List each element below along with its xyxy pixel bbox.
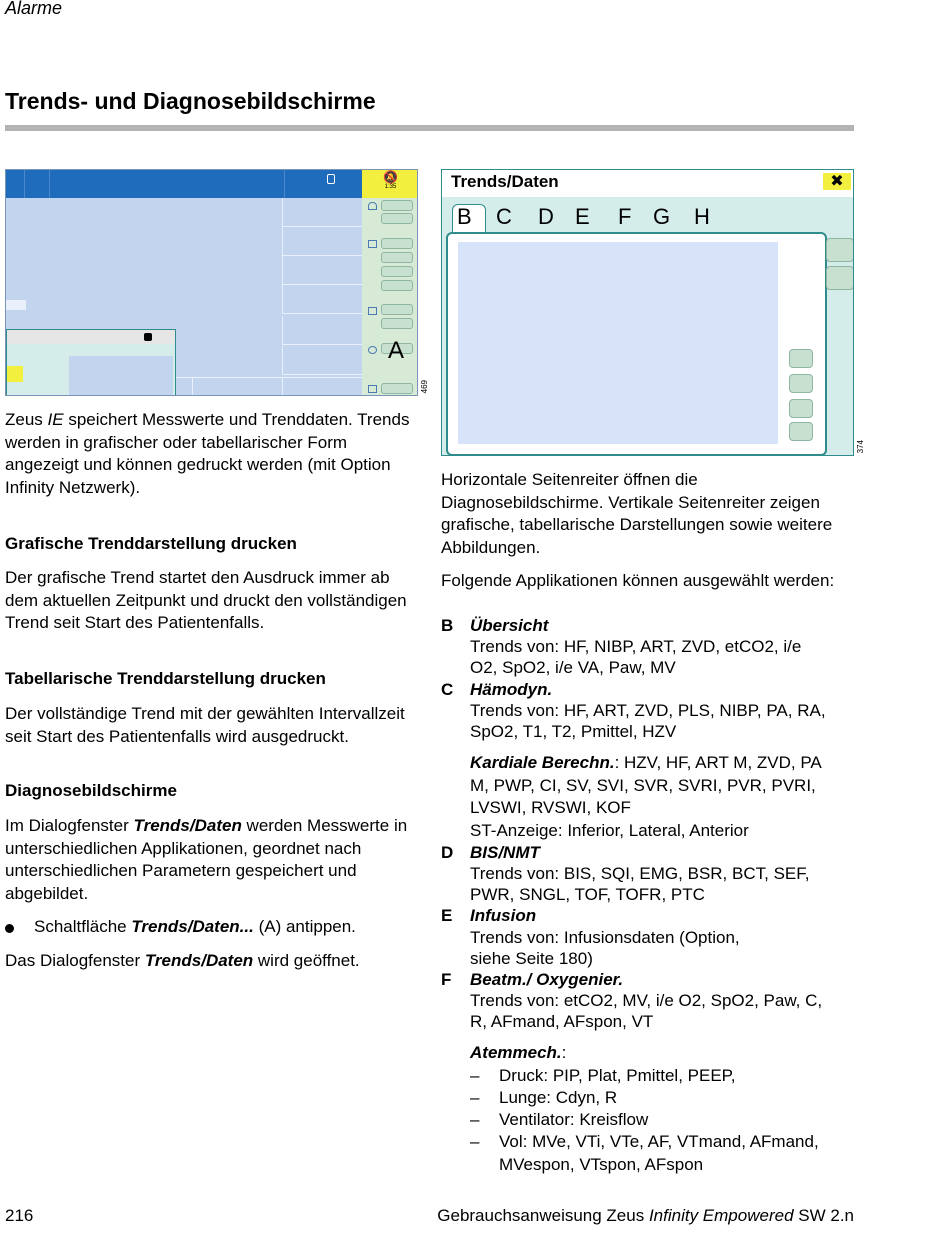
header-bar xyxy=(6,170,362,198)
ui-term: Trends/Daten... xyxy=(131,917,254,936)
side-menu-button xyxy=(381,280,413,291)
text: Gebrauchsanweisung Zeus xyxy=(437,1206,649,1225)
app-line: Trends von: Infusionsdaten (Option, xyxy=(470,928,740,947)
title-rule xyxy=(5,125,854,131)
dialog-title: Trends/Daten xyxy=(451,172,559,191)
app-line: SpO2, T1, T2, Pmittel, HZV xyxy=(470,722,677,741)
app-name-bis-nmt: BIS/NMT xyxy=(470,843,540,862)
app-line: Trends von: HF, ART, ZVD, PLS, NIBP, PA, RA, xyxy=(470,701,826,720)
app-line: R, AFmand, AFspon, VT xyxy=(470,1012,654,1031)
page-title: Trends- und Diagnosebildschirme xyxy=(5,88,376,114)
callout-label-a: A xyxy=(388,337,405,364)
trends-data-button xyxy=(381,304,413,315)
panel-button xyxy=(789,349,813,368)
popup-window xyxy=(6,329,176,396)
tab-c: C xyxy=(496,204,512,229)
screen-figure-main xyxy=(5,169,418,396)
parameter-grid xyxy=(282,198,362,396)
subgroup-name: Kardiale Berechn. xyxy=(470,753,615,772)
text: (A) antippen. xyxy=(253,917,356,936)
parameter-row xyxy=(282,256,362,285)
app-line: Trends von: HF, NIBP, ART, ZVD, etCO2, i/e xyxy=(470,637,802,656)
paragraph-diagnose xyxy=(5,815,417,905)
app-line: LVSWI, RVSWI, KOF xyxy=(470,798,631,817)
side-menu-button xyxy=(381,318,413,329)
app-letter-c: C xyxy=(441,680,454,699)
figure-number: 374 xyxy=(856,440,865,454)
atemmech-item-continued: MVespon, VTspon, AFspon xyxy=(499,1155,704,1174)
ui-term: Trends/Daten xyxy=(133,816,242,835)
app-line: Trends von: BIS, SQI, EMG, BSR, BCT, SEF, xyxy=(470,864,810,883)
close-icon: ✖ xyxy=(823,173,851,190)
app-name-uebersicht: Übersicht xyxy=(470,616,549,635)
heading-grafisch: Grafische Trenddarstellung drucken xyxy=(5,534,297,553)
text: wird geöffnet. xyxy=(253,951,360,970)
parameter-row xyxy=(282,227,362,256)
ui-term: Trends/Daten xyxy=(144,951,254,970)
vertical-tab-button xyxy=(826,266,854,290)
dash-icon: – xyxy=(470,1088,480,1107)
text: Im Dialogfenster xyxy=(5,816,134,835)
app-letter-d: D xyxy=(441,843,454,862)
atemmech-heading xyxy=(470,1042,566,1065)
page-number: 216 xyxy=(5,1206,34,1225)
bell-muted-icon: 🔕 xyxy=(383,170,398,184)
trend-graph-area xyxy=(458,242,778,444)
atemmech-item: Lunge: Cdyn, R xyxy=(499,1088,618,1107)
text: : HZV, HF, ART M, ZVD, PA xyxy=(614,753,822,772)
header-bar-segment xyxy=(24,170,50,198)
dash-icon: – xyxy=(470,1132,480,1151)
intro-text: speichert Messwerte und Trenddaten. Trends werden in grafischer oder tabellarischer Form angezeigt und können gedruckt werden (mit Option Infinity Netzwerk). xyxy=(5,410,410,497)
app-letter-b: B xyxy=(441,616,454,635)
side-menu-button xyxy=(381,200,413,211)
app-line: O2, SpO2, i/e VA, Paw, MV xyxy=(470,658,676,677)
app-line: M, PWP, CI, SV, SVI, SVR, SVRI, PVR, PVRI, xyxy=(470,776,816,795)
app-line: PWR, SNGL, TOF, TOFR, PTC xyxy=(470,885,705,904)
instruction-bullet xyxy=(5,916,417,939)
magnifier-icon xyxy=(368,346,377,354)
heading-tabellarisch: Tabellarische Trenddarstellung drucken xyxy=(5,669,326,688)
side-menu-button xyxy=(381,213,413,224)
app-line: ST-Anzeige: Inferior, Lateral, Anterior xyxy=(470,821,749,840)
parameter-row xyxy=(282,346,362,375)
side-menu-button xyxy=(381,252,413,263)
tab-h: H xyxy=(694,204,710,229)
dash-icon: – xyxy=(470,1066,480,1085)
paragraph-tabellarisch: Der vollständige Trend mit der gewählten Intervallzeit seit Start des Patientenfalls wird ausgedruckt. xyxy=(5,704,405,746)
text: : xyxy=(561,1043,567,1062)
panel-button xyxy=(789,422,813,441)
parameter-row xyxy=(282,285,362,314)
text: werden Messwerte in unterschiedlichen Applikationen, geordnet nach unterschiedlichen Parametern gespeichert und abgebildet. xyxy=(5,816,408,903)
figure-number: 469 xyxy=(420,380,429,394)
section-header: Alarme xyxy=(5,0,63,18)
applications-intro: Folgende Applikationen können ausgewählt werden: xyxy=(441,571,835,590)
side-menu-button xyxy=(381,266,413,277)
side-menu-button xyxy=(381,238,413,249)
alarm-silence-button xyxy=(362,170,418,198)
waveform-marker xyxy=(6,300,26,310)
bottom-parameter-row xyxy=(176,377,362,396)
intro-text: Zeus xyxy=(5,410,48,429)
tab-f: F xyxy=(618,204,632,229)
close-icon xyxy=(144,333,152,341)
text: Das Dialogfenster xyxy=(5,951,145,970)
app-line: siehe Seite 180) xyxy=(470,949,593,968)
result-paragraph xyxy=(5,950,417,973)
paragraph-grafisch: Der grafische Trend startet den Ausdruck immer ab dem aktuellen Zeitpunkt und druckt den vollständigen Trend seit Start des Patientenfalls. xyxy=(5,568,407,632)
trends-data-dialog-figure xyxy=(441,169,854,456)
bottom-parameter-cell xyxy=(192,378,193,396)
tab-g: G xyxy=(653,204,671,229)
intro-paragraph xyxy=(5,409,417,499)
trends-icon xyxy=(368,307,377,315)
alarm-limits-icon xyxy=(368,202,377,210)
screen-icon xyxy=(368,240,377,248)
heading-diagnose: Diagnosebildschirme xyxy=(5,781,177,800)
atemmech-item: Ventilator: Kreisflow xyxy=(499,1110,649,1129)
panel-button xyxy=(789,374,813,393)
vertical-tab-button xyxy=(826,238,854,262)
kardiale-berechn-line xyxy=(470,752,822,775)
text: SW 2.n xyxy=(793,1206,854,1225)
popup-content xyxy=(69,356,173,396)
document-title xyxy=(431,1206,854,1226)
bottom-parameter-cell xyxy=(282,378,283,396)
alarm-time: 1:35 xyxy=(384,184,397,190)
bullet-icon xyxy=(5,924,14,933)
tab-e: E xyxy=(575,204,590,229)
header-bar-segment xyxy=(6,170,25,198)
atemmech-item: Vol: MVe, VTi, VTe, AF, VTmand, AFmand, xyxy=(499,1132,819,1151)
side-menu xyxy=(362,198,418,396)
app-name-beatm: Beatm./ Oxygenier. xyxy=(470,970,624,989)
tab-b: B xyxy=(457,204,472,229)
parameter-row xyxy=(282,198,362,227)
yellow-marker xyxy=(7,366,23,382)
app-name-infusion: Infusion xyxy=(470,906,537,925)
app-name-haemodyn: Hämodyn. xyxy=(470,680,553,699)
subgroup-name: Atemmech. xyxy=(470,1043,562,1062)
intro-italic: IE xyxy=(47,410,64,429)
app-letter-e: E xyxy=(441,906,453,925)
side-menu-button xyxy=(381,383,413,394)
parameter-row xyxy=(282,316,362,345)
product-name: Infinity Empowered xyxy=(648,1206,794,1225)
text: Schaltfläche xyxy=(34,917,132,936)
tab-d: D xyxy=(538,204,554,229)
app-letter-f: F xyxy=(441,970,452,989)
tools-icon xyxy=(368,385,377,393)
status-icon xyxy=(327,174,335,184)
tabs-description: Horizontale Seitenreiter öffnen die Diagnosebildschirme. Vertikale Seitenreiter zeigen grafische, tabellarische Darstellungen sowie weitere Abbildungen. xyxy=(441,470,833,557)
header-bar-segment xyxy=(284,170,364,198)
atemmech-item: Druck: PIP, Plat, Pmittel, PEEP, xyxy=(499,1066,736,1085)
app-line: Trends von: etCO2, MV, i/e O2, SpO2, Paw, C, xyxy=(470,991,823,1010)
panel-button xyxy=(789,399,813,418)
dash-icon: – xyxy=(470,1110,480,1129)
